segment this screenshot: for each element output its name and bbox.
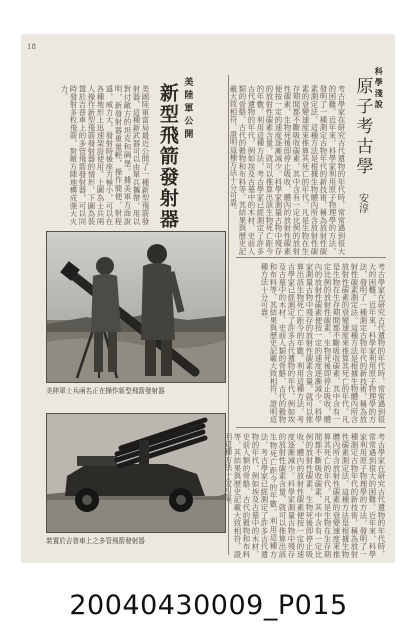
right-article-body-2: 考古學家在研究古代遺物的年代時，常常遇到很大的困難。近年來，科學家利用原子物理學的方法，發明了一種測定古物年代的新技術，稱為放射性碳素測定法。這種方法是根據生物體內所含放射性碳素的衰變速度來推算其死亡的年代。凡是生物在生存期間都不斷吸收碳素，其中含有一定比例的放射性碳素，生物死後即停止吸收，體內的放射性碳素便按一定的速度逐漸減少。科學家測量古物中殘存的放射性碳素含量，就可以推算出該生物死亡距今的年數。利用這種方法，考古學家已經測定了許多古代遺物的年代，例如埃及古墓中的木材、史前人類的骨骼、古代的穀物和布料等，其結果與歷史記載大致相符，證明這種方法十分可靠。 — [260, 263, 386, 423]
magazine-page — [22, 35, 394, 562]
right-article-body-3: 考古學家在研究古代遺物的年代時，常常遇到很大的困難。近年來，科學家利用原子物理學的方法，發明了一種測定古物年代的新技術，稱為放射性碳素測定法。這種方法是根據生物體內所含放射性碳素的衰變速度來推算其死亡的年代。凡是生物在生存期間都不斷吸收碳素，其中含有一定比例的放射性碳素，生物死後即停止吸收，體內的放射性碳素便按一定的速度逐漸減少。科學家測量古物中殘存的放射性碳素含量，就可以推算出該生物死亡距今的年數。利用這種方法，考古學家已經測定了許多古代遺物的年代，例如埃及古墓中的木材、史前人類的骨骼、古代的穀物和布料等，其結果與歷史記載大致相符，證 — [233, 433, 386, 558]
photo-top-caption: 美陸軍士兵兩名正在操作新型飛箭發射器 — [46, 387, 165, 395]
photo-bottom-caption: 裝置於吉普車上之多管飛箭發射器 — [46, 537, 145, 545]
photo-jeep-launcher — [46, 413, 226, 533]
left-article-body: 美國陸軍當局最近公開了一種新型飛箭發射器，這種新武器可以由單兵攜帶，用以對付敵方的坦克和碉堡。據美軍方面說明，新發射器重量輕，操作簡便，射程遠，威力大，發射時後座力極小，可以在各種地形上迅速架設使用。上圖為士兵兩人操作新型飛箭發射器的情形，下圖為裝置於吉普車上的多管飛箭發射器，可以同時發射多枚飛箭，對敵方陣地構成強大火力。 — [60, 85, 150, 225]
jeep-launcher-illustration — [47, 414, 225, 532]
page-number: 18 — [27, 43, 36, 51]
soldiers-launcher-illustration — [47, 232, 225, 382]
right-article-author: 安淳 — [356, 193, 368, 213]
column-divider — [236, 427, 386, 428]
column-divider — [236, 257, 386, 258]
photo-soldiers-launcher — [46, 231, 226, 383]
right-article-body-1: 考古學家在研究古代遺物的年代時，常常遇到很大的困難。近年來，科學家利用原子物理學的方法，發明了一種測定古物年代的新技術，稱為放射性碳素測定法。這種方法是根據生物體內所含放射性碳素的衰變速度來推算其死亡的年代。凡是生物在生存期間都不斷吸收碳素，其中含有一定比例的放射性碳素，生物死後即停止吸收，體內的放射性碳素便按一定的速度逐漸減少。科學家測量古物中殘存的放射性碳素含量，就可以推算出該生物死亡距今的年數。利用這種方法，考古學家已經測定了許多古代遺物的年代，例如埃及古墓中的木材、史前人類的骨骼、古代的穀物和布料等，其結果與歷史記載大致相符，證明這種方法十分可靠。 — [229, 85, 346, 255]
left-section-label: 美陸軍公開 — [182, 77, 193, 142]
article-divider — [228, 75, 229, 555]
right-article-title: 原子考古學 — [352, 77, 373, 177]
right-section-label: 科學淺說 — [374, 67, 385, 111]
scan-id-label: 20040430009_P015 — [69, 590, 348, 621]
left-article-title: 新型飛箭發射器 — [156, 83, 179, 230]
